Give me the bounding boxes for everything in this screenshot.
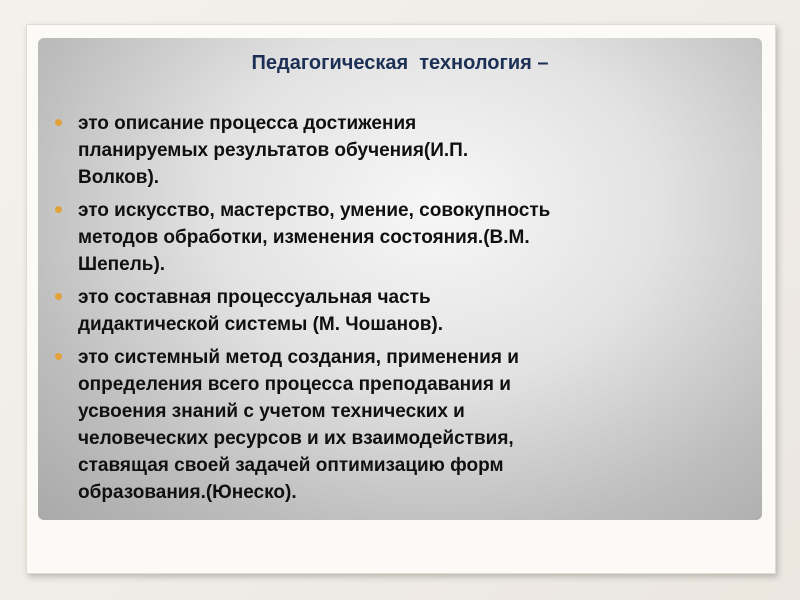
list-item (48, 110, 748, 191)
list-item (48, 284, 748, 338)
bullet-icon (55, 206, 62, 213)
bullet-text: это искусство, мастерство, умение, совокупность методов обработки, изменения состояния.(В.М. Шепель). (78, 200, 551, 275)
list-item (48, 197, 748, 278)
bullet-text: это составная процессуальная часть дидактической системы (М. Чошанов). (78, 287, 444, 335)
bullet-icon (55, 293, 62, 300)
bullet-text: это системный метод создания, применения и определения всего процесса преподавания и усвоения знаний с учетом технических и человеческих ресурсов и их взаимодействия, ставящая своей задачей оптимизацию форм образования.(Юнеско). (78, 347, 519, 503)
list-item (48, 344, 748, 506)
bullet-text: это описание процесса достижения планируемых результатов обучения(И.П. Волков). (78, 113, 469, 188)
bullet-icon (55, 353, 62, 360)
slide-title: Педагогическая технология – (251, 52, 549, 74)
bullet-icon (55, 119, 62, 126)
bullet-list (48, 110, 748, 512)
